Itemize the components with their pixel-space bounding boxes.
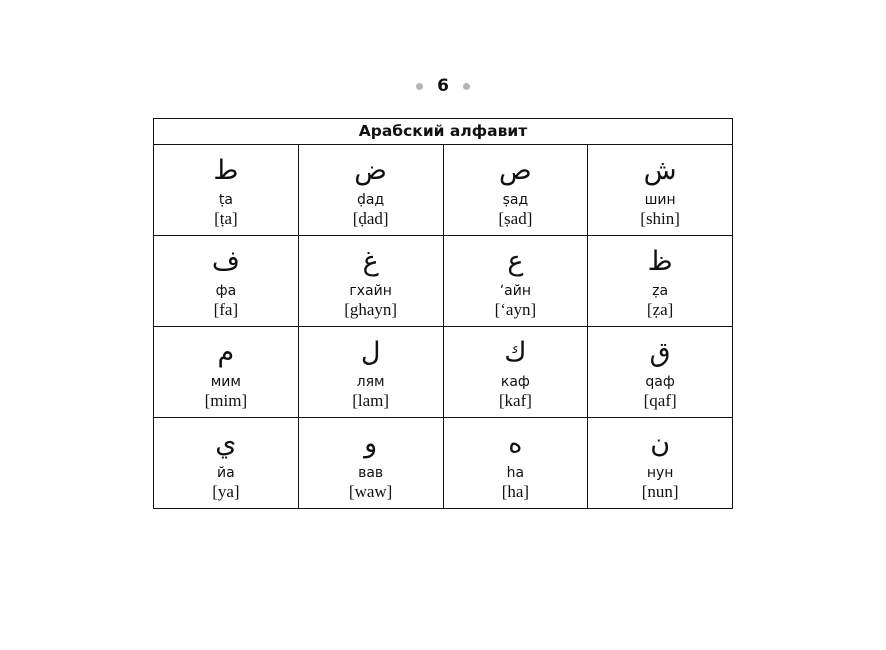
- letter-cell: [154, 327, 299, 418]
- letter-cell: [154, 236, 299, 327]
- table-row: [154, 236, 733, 327]
- letter-cell-content: [444, 418, 588, 508]
- letter-name: каф: [500, 374, 530, 390]
- letter-transliteration: [ha]: [501, 482, 530, 501]
- arabic-letter: ق: [649, 337, 671, 368]
- letter-cell-content: [154, 236, 298, 326]
- letter-cell-content: [588, 327, 732, 417]
- table-row: [154, 327, 733, 418]
- letter-cell: [154, 145, 299, 236]
- letter-name: qаф: [645, 374, 675, 390]
- letter-transliteration: [shin]: [640, 209, 680, 228]
- letter-cell: [443, 418, 588, 509]
- arabic-letter: ط: [213, 155, 239, 186]
- arabic-letter: ن: [650, 428, 671, 459]
- table-title: Арабский алфавит: [154, 119, 733, 145]
- letter-cell-content: [444, 236, 588, 326]
- letter-cell: [298, 418, 443, 509]
- letter-name: ẓa: [652, 283, 669, 299]
- letter-name: ha: [506, 465, 525, 481]
- letter-name: лям: [356, 374, 385, 390]
- letter-transliteration: [‘ayn]: [494, 300, 537, 319]
- arabic-letter: و: [364, 428, 378, 459]
- arabic-letter: م: [217, 337, 235, 368]
- letter-cell: [154, 418, 299, 509]
- letter-cell-content: [154, 418, 298, 508]
- arabic-letter: ك: [504, 337, 527, 368]
- letter-name: шин: [644, 192, 676, 208]
- page-header: [0, 74, 886, 98]
- letter-cell: [443, 145, 588, 236]
- decorative-dot-left: [416, 83, 423, 90]
- letter-name: вав: [358, 465, 384, 481]
- letter-transliteration: [ṭa]: [214, 209, 238, 228]
- letter-transliteration: [ya]: [212, 482, 240, 501]
- letter-cell-content: [299, 145, 443, 235]
- letter-name: ‘айн: [499, 283, 532, 299]
- table-title-row: [154, 119, 733, 145]
- letter-name: фа: [215, 283, 237, 299]
- arabic-letter: ش: [643, 155, 677, 186]
- letter-name: ṭa: [218, 192, 233, 208]
- arabic-letter: ص: [499, 155, 532, 186]
- table-body: [154, 145, 733, 509]
- arabic-letter: ض: [354, 155, 387, 186]
- letter-name: нун: [646, 465, 674, 481]
- arabic-letter: ع: [507, 246, 524, 277]
- letter-transliteration: [waw]: [348, 482, 393, 501]
- letter-cell: [298, 236, 443, 327]
- table-row: [154, 418, 733, 509]
- arabic-letter: ف: [211, 246, 240, 277]
- letter-cell: [588, 327, 733, 418]
- letter-transliteration: [ghayn]: [344, 300, 398, 319]
- letter-cell: [298, 327, 443, 418]
- letter-name: йа: [217, 465, 235, 481]
- letter-cell-content: [299, 236, 443, 326]
- letter-cell: [443, 327, 588, 418]
- arabic-letter: ه: [508, 428, 523, 459]
- arabic-letter: غ: [362, 246, 379, 277]
- letter-transliteration: [ḍad]: [352, 209, 389, 228]
- letter-cell-content: [299, 418, 443, 508]
- letter-cell-content: [154, 145, 298, 235]
- letter-transliteration: [ṣad]: [498, 209, 533, 228]
- letter-cell-content: [588, 236, 732, 326]
- letter-transliteration: [ẓa]: [646, 300, 674, 319]
- arabic-letter: ي: [215, 428, 237, 459]
- letter-cell-content: [299, 327, 443, 417]
- table-row: [154, 145, 733, 236]
- arabic-letter: ظ: [647, 246, 673, 277]
- arabic-letter: ل: [360, 337, 381, 368]
- letter-transliteration: [nun]: [641, 482, 679, 501]
- letter-name: ḍад: [357, 192, 385, 208]
- letter-cell: [298, 145, 443, 236]
- letter-transliteration: [kaf]: [498, 391, 532, 410]
- letter-name: ṣад: [502, 192, 529, 208]
- decorative-dot-right: [463, 83, 470, 90]
- letter-transliteration: [qaf]: [643, 391, 677, 410]
- letter-cell: [588, 236, 733, 327]
- letter-cell-content: [588, 418, 732, 508]
- letter-transliteration: [fa]: [213, 300, 239, 319]
- letter-cell: [588, 145, 733, 236]
- letter-cell-content: [444, 327, 588, 417]
- letter-cell-content: [154, 327, 298, 417]
- letter-transliteration: [mim]: [204, 391, 248, 410]
- letter-cell: [443, 236, 588, 327]
- arabic-alphabet-table: [153, 118, 733, 509]
- letter-transliteration: [lam]: [352, 391, 390, 410]
- letter-cell-content: [444, 145, 588, 235]
- letter-name: мим: [210, 374, 241, 390]
- page-number: 6: [437, 76, 449, 96]
- letter-name: гхайн: [349, 283, 392, 299]
- letter-cell-content: [588, 145, 732, 235]
- letter-cell: [588, 418, 733, 509]
